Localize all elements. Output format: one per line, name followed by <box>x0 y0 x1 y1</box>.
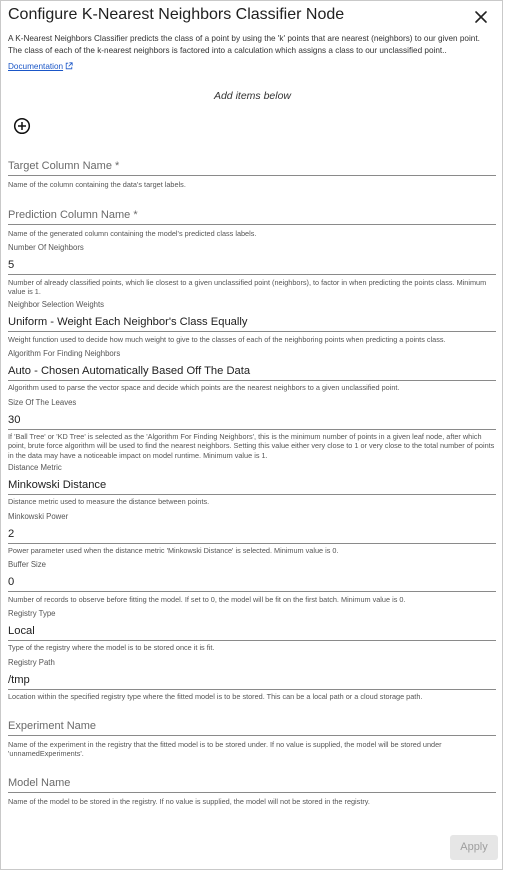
prediction-column-field[interactable] <box>8 207 496 225</box>
registry-path-input[interactable]: /tmp <box>8 672 496 690</box>
experiment-name-field[interactable] <box>8 718 496 736</box>
buffer-size-help: Number of records to observe before fitting the model. If set to 0, the model will be fit on the first batch. Minimum value is 0. <box>8 595 406 604</box>
registry-path-field[interactable] <box>8 658 496 690</box>
experiment-name-input[interactable]: Experiment Name <box>8 718 496 736</box>
target-column-input[interactable]: Target Column Name * <box>8 158 496 176</box>
num-neighbors-field[interactable] <box>8 243 496 275</box>
close-button[interactable] <box>471 7 491 27</box>
minkowski-power-field[interactable] <box>8 512 496 544</box>
registry-type-select[interactable]: Local <box>8 623 496 641</box>
target-column-help: Name of the column containing the data's target labels. <box>8 180 186 189</box>
apply-button[interactable]: Apply <box>450 835 498 860</box>
prediction-column-input[interactable]: Prediction Column Name * <box>8 207 496 225</box>
model-name-help: Name of the model to be stored in the registry. If no value is supplied, the model will not be stored in the registry. <box>8 797 370 806</box>
algorithm-help: Algorithm used to parse the vector space and decide which points are the nearest neighbors to a given unclassified point. <box>8 383 400 392</box>
num-neighbors-label: Number Of Neighbors <box>8 243 84 252</box>
num-neighbors-input[interactable]: 5 <box>8 257 496 275</box>
experiment-name-help: Name of the experiment in the registry that the fitted model is to be stored under. If no value is supplied, the model will be stored under 'unnamedExperiments'. <box>8 740 442 759</box>
distance-metric-help: Distance metric used to measure the distance between points. <box>8 497 210 506</box>
neighbor-weights-field[interactable] <box>8 300 496 332</box>
distance-metric-select[interactable]: Minkowski Distance <box>8 477 496 495</box>
minkowski-power-help: Power parameter used when the distance metric 'Minkowski Distance' is selected. Minimum value is 0. <box>8 546 339 555</box>
buffer-size-label: Buffer Size <box>8 560 46 569</box>
node-description: A K-Nearest Neighbors Classifier predicts the class of a point by using the 'k' points that are nearest (neighbors) to our given point. The class of each of the k-nearest neighbors is factored into a calculation which assigns a class to our unclassified point.. <box>8 34 480 56</box>
neighbor-weights-label: Neighbor Selection Weights <box>8 300 105 309</box>
leaf-size-help: If 'Ball Tree' or 'KD Tree' is selected as the 'Algorithm For Finding Neighbors', this is the minimum number of points in a given leaf node, after which point, brute force algorithm will be used to find the nearest neighbors. Setting this value either very close to 1 or very close to the total number of points in the data may have a noticeable impact on model runtime. Minimum value is 1. <box>8 432 495 460</box>
minkowski-power-label: Minkowski Power <box>8 512 69 521</box>
add-item-button[interactable] <box>13 117 31 135</box>
dialog-title: Configure K-Nearest Neighbors Classifier Node <box>8 6 345 23</box>
algorithm-select[interactable]: Auto - Chosen Automatically Based Off The Data <box>8 363 496 381</box>
algorithm-field[interactable] <box>8 349 496 381</box>
documentation-link-label[interactable]: Documentation <box>8 62 64 71</box>
external-link-icon <box>65 62 73 70</box>
registry-type-help: Type of the registry where the model is to be stored once it is fit. <box>8 643 215 652</box>
neighbor-weights-select[interactable]: Uniform - Weight Each Neighbor's Class Equally <box>8 314 496 332</box>
buffer-size-input[interactable]: 0 <box>8 574 496 592</box>
add-items-hint: Add items below <box>213 90 292 102</box>
add-circle-icon[interactable] <box>13 117 31 135</box>
buffer-size-field[interactable] <box>8 560 496 592</box>
prediction-column-help: Name of the generated column containing the model's predicted class labels. <box>8 229 257 238</box>
algorithm-label: Algorithm For Finding Neighbors <box>8 349 121 358</box>
documentation-link[interactable] <box>8 62 73 71</box>
leaf-size-label: Size Of The Leaves <box>8 398 77 407</box>
num-neighbors-help: Number of already classified points, which lie closest to a given unclassified point (neighbors), to factor in when predicting the points class. Minimum value is 1. <box>8 278 487 297</box>
registry-path-help: Location within the specified registry type where the fitted model is to be stored. This can be a local path or a cloud storage path. <box>8 692 423 701</box>
model-name-field[interactable] <box>8 775 496 793</box>
minkowski-power-input[interactable]: 2 <box>8 526 496 544</box>
leaf-size-field[interactable] <box>8 398 496 430</box>
neighbor-weights-help: Weight function used to decide how much weight to give to the classes of each of the neighboring points when predicting a points class. <box>8 335 446 344</box>
registry-path-label: Registry Path <box>8 658 55 667</box>
registry-type-field[interactable] <box>8 609 496 641</box>
close-icon[interactable] <box>471 7 491 27</box>
model-name-input[interactable]: Model Name <box>8 775 496 793</box>
leaf-size-input[interactable]: 30 <box>8 412 496 430</box>
target-column-field[interactable] <box>8 158 496 176</box>
distance-metric-field[interactable] <box>8 463 496 495</box>
distance-metric-label: Distance Metric <box>8 463 62 472</box>
registry-type-label: Registry Type <box>8 609 56 618</box>
